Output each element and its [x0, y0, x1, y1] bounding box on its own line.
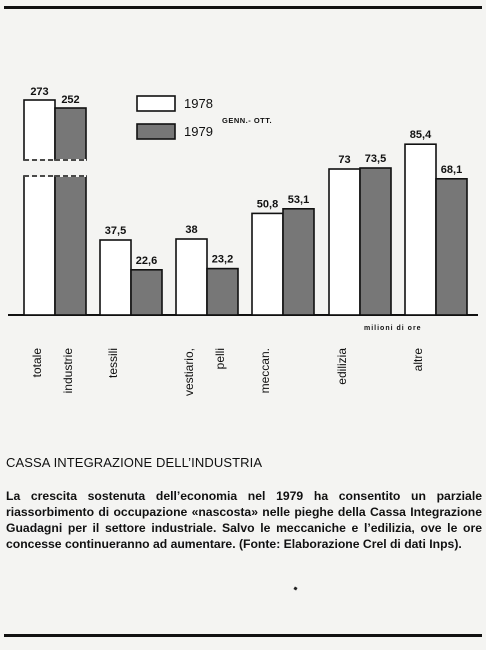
bar-1979-0 [55, 176, 86, 315]
bar-1979-1 [131, 270, 162, 315]
data-label-1979-2: 23,2 [211, 253, 234, 266]
legend-swatch-1979 [137, 124, 175, 139]
data-label-1978-2: 38 [185, 224, 198, 236]
category-label-2-0: vestiario, [182, 348, 197, 397]
data-label-1979-0: 252 [61, 94, 80, 106]
category-label-5-0: altre [411, 348, 426, 372]
data-label-1979-1: 22,6 [135, 254, 158, 267]
caption-title: CASSA INTEGRAZIONE DELL’INDUSTRIA [6, 455, 263, 470]
category-label-0-0: totale [30, 348, 45, 378]
bar-1979-4 [360, 168, 391, 315]
bar-1978-4 [329, 169, 360, 315]
data-label-1978-0: 273 [30, 86, 49, 98]
legend-label-1978: 1978 [184, 96, 213, 111]
unit-label: milioni di ore [364, 325, 422, 332]
data-label-1978-3: 50,8 [256, 198, 279, 211]
caption-body: La crescita sostenuta dell’economia nel 1979 ha consentito un parziale riassorbimento di occupazione «nascosta» nelle pieghe della Cassa Integrazione Guadagni per il settore industriale. Salvo le meccaniche e l’edilizia, ove le ore concesse continueranno ad aumentare. (Fonte: Elaborazione Crel di dati Inps). [6, 489, 482, 551]
bottom-rule [4, 634, 482, 637]
bar-1978-2 [176, 239, 207, 315]
bar-1978-0 [24, 176, 55, 315]
category-label-3-0: meccan. [258, 348, 273, 394]
legend-note: GENN.- OTT. [222, 116, 273, 125]
bar-1979-3 [283, 209, 314, 315]
bar-1978-5 [405, 144, 436, 315]
category-label-2-1: pelli [213, 348, 228, 370]
data-label-1978-1: 37,5 [104, 225, 127, 237]
category-label-1-0: tessili [106, 348, 121, 379]
bar-cap-1978-0 [24, 100, 55, 160]
bar-1979-5 [436, 179, 467, 315]
bar-1979-2 [207, 269, 238, 315]
bar-1978-1 [100, 240, 131, 315]
stray-mark [293, 586, 297, 590]
category-label-4-0: edilizia [335, 348, 350, 385]
legend-label-1979: 1979 [184, 124, 213, 139]
legend-swatch-1978 [137, 96, 175, 111]
data-label-1979-5: 68,1 [440, 163, 463, 176]
category-label-0-1: industrie [61, 348, 76, 394]
data-label-1979-4: 73,5 [364, 153, 387, 165]
data-label-1979-3: 53,1 [287, 193, 310, 206]
data-label-1978-4: 73 [338, 154, 351, 166]
bar-1978-3 [252, 213, 283, 315]
data-label-1978-5: 85,4 [409, 129, 432, 142]
bar-cap-1979-0 [55, 108, 86, 160]
